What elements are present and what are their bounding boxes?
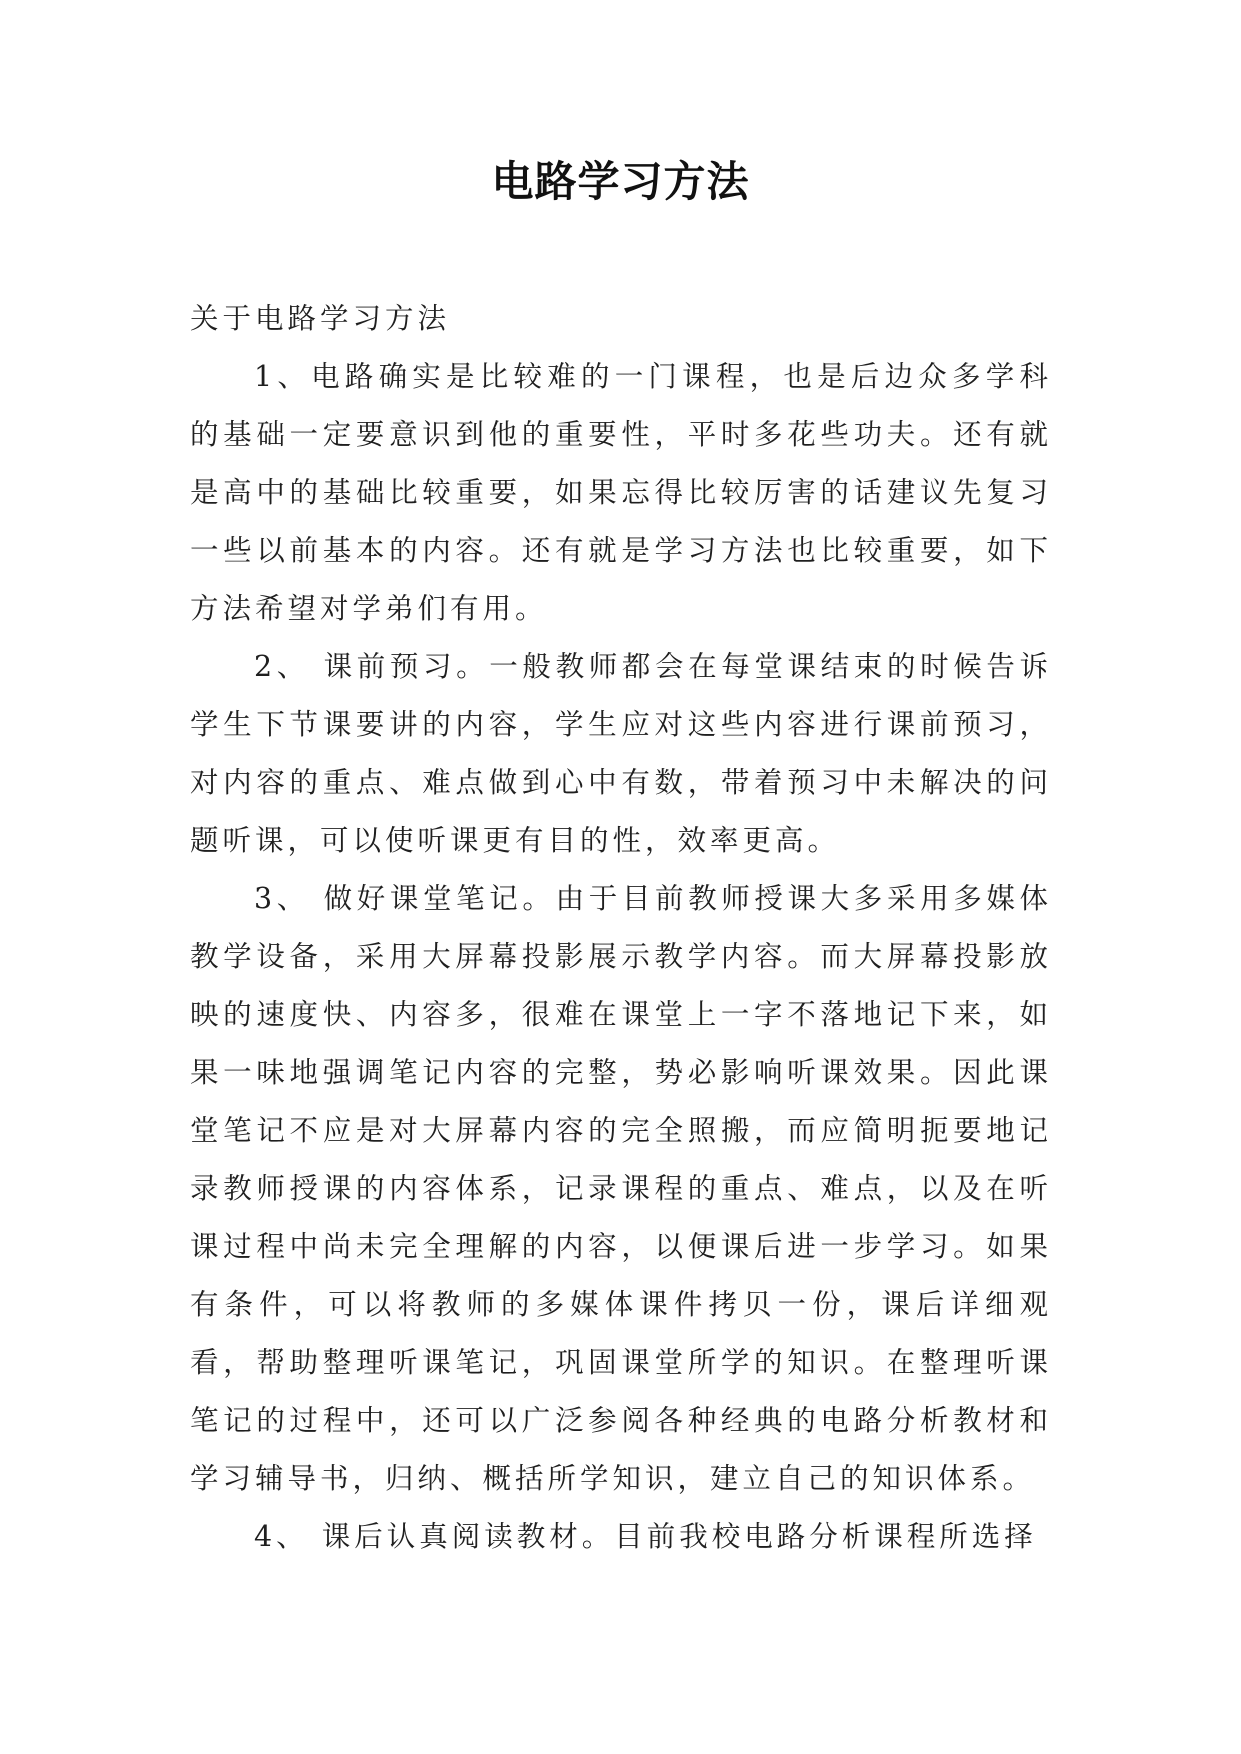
document-subtitle: 关于电路学习方法 [190,302,451,335]
paragraph-3: 3、 做好课堂笔记。由于目前教师授课大多采用多媒体教学设备，采用大屏幕投影展示教学内容。而大屏幕投影放映的速度快、内容多，很难在课堂上一字不落地记下来，如果一味地强调笔记内容的完整，势必影响听课效果。因此课堂笔记不应是对大屏幕内容的完全照搬，而应简明扼要地记录教师授课的内容体系，记录课程的重点、难点，以及在听课过程中尚未完全理解的内容，以便课后进一步学习。如果有条件，可以将教师的多媒体课件拷贝一份，课后详细观看，帮助整理听课笔记，巩固课堂所学的知识。在整理听课笔记的过程中，还可以广泛参阅各种经典的电路分析教材和学习辅导书，归纳、概括所学知识，建立自己的知识体系。 [190,882,1052,1495]
paragraph-1: 1、电路确实是比较难的一门课程，也是后边众多学科的基础一定要意识到他的重要性，平时多花些功夫。还有就是高中的基础比较重要，如果忘得比较厉害的话建议先复习一些以前基本的内容。还有就是学习方法也比较重要，如下方法希望对学弟们有用。 [190,360,1052,625]
document-body [190,290,1052,1566]
paragraph-2: 2、 课前预习。一般教师都会在每堂课结束的时候告诉学生下节课要讲的内容，学生应对这些内容进行课前预习，对内容的重点、难点做到心中有数，带着预习中未解决的问题听课，可以使听课更有目的性，效率更高。 [190,650,1052,857]
document-title: 电路学习方法 [491,157,750,206]
paragraph-4: 4、 课后认真阅读教材。目前我校电路分析课程所选择 [254,1520,1037,1553]
